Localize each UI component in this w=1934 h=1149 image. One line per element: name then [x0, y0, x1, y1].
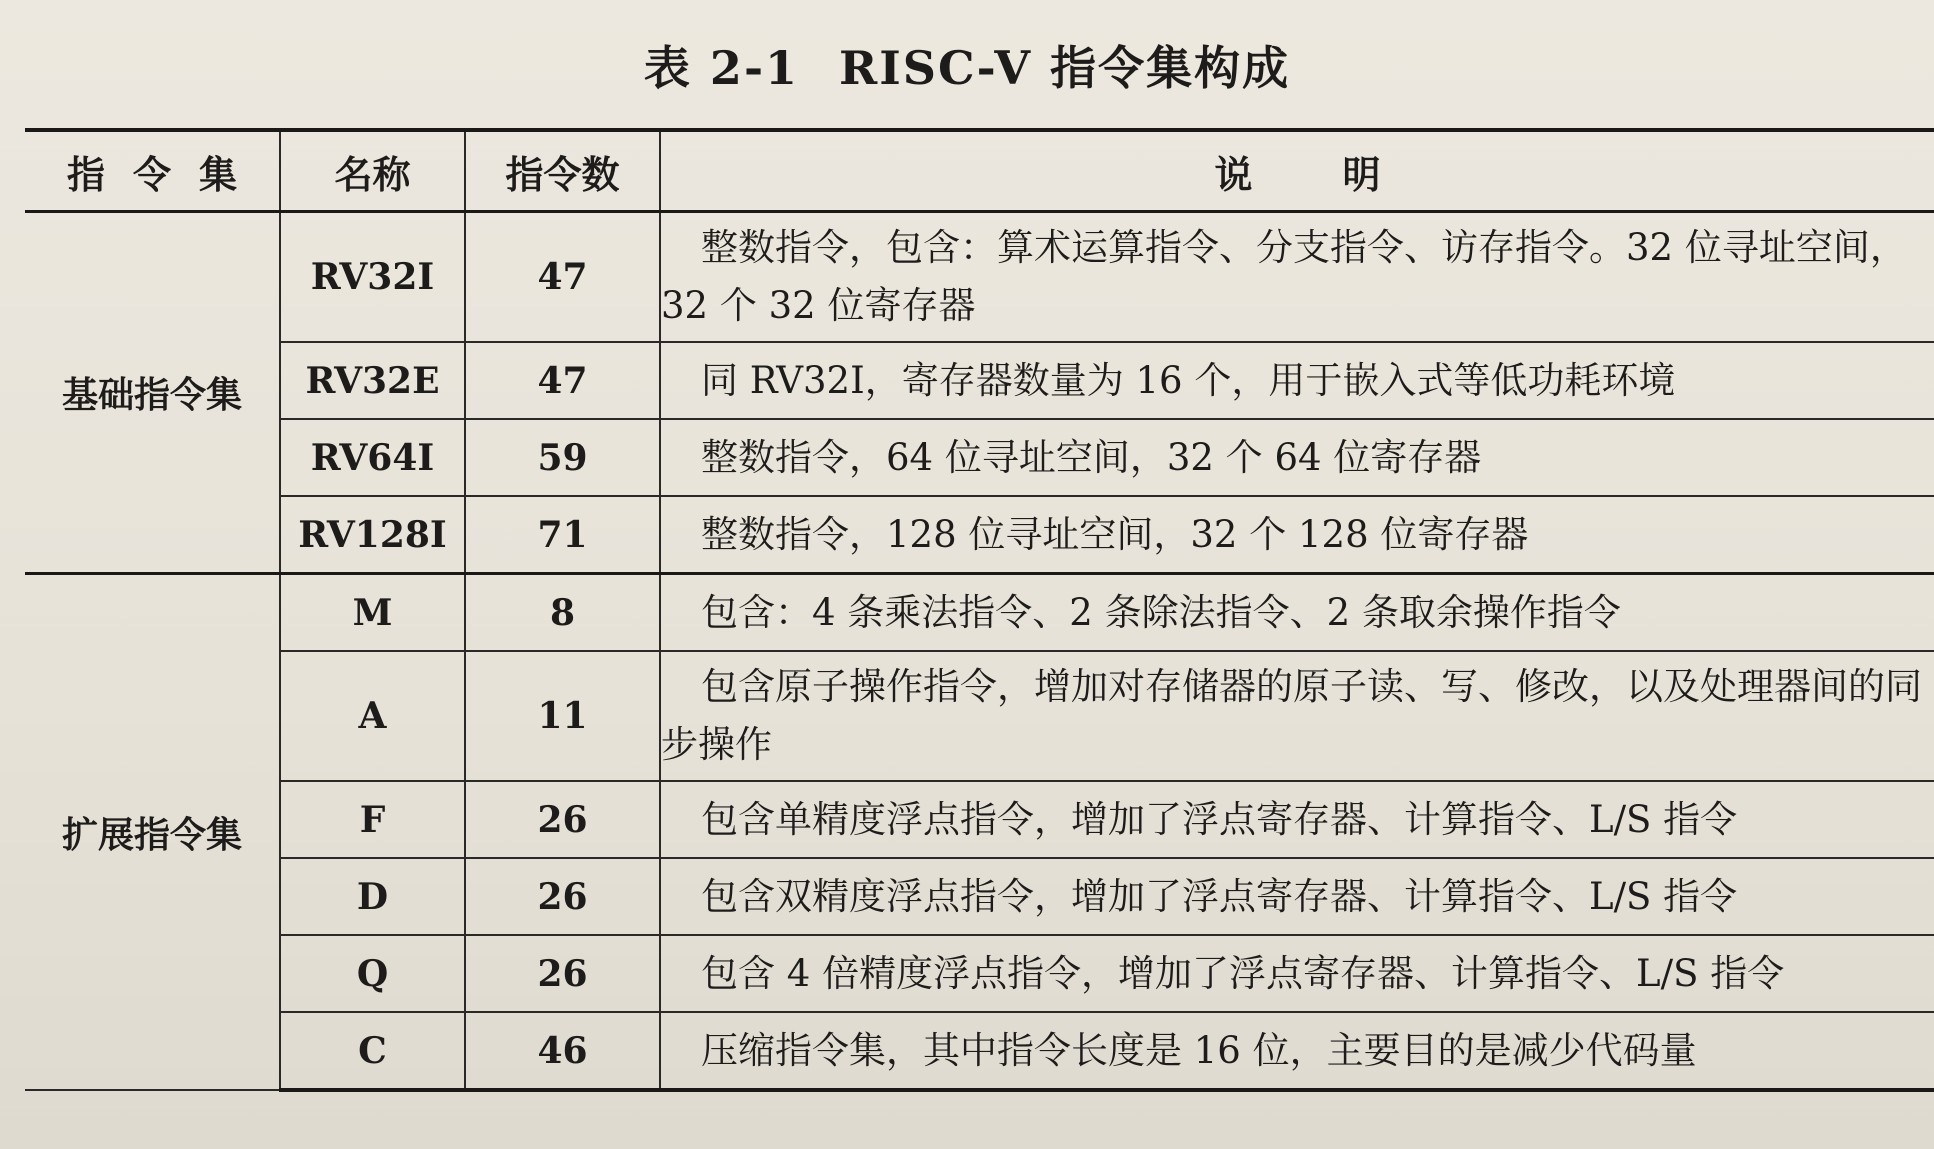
table-number: 表 2-1 — [643, 41, 800, 95]
header-row — [25, 130, 1934, 212]
table-title: RISC-V 指令集构成 — [839, 41, 1291, 95]
row-description: 整数指令，64 位寻址空间，32 个 64 位寄存器 — [660, 419, 1934, 496]
row-count: 59 — [465, 419, 660, 496]
group-label-extension: 扩展指令集 — [25, 574, 280, 1091]
table-row — [25, 651, 1934, 781]
table-row — [25, 574, 1934, 652]
row-count: 8 — [465, 574, 660, 652]
row-name: D — [280, 858, 465, 935]
row-description: 同 RV32I，寄存器数量为 16 个，用于嵌入式等低功耗环境 — [660, 342, 1934, 419]
header-instruction-set: 指令集 — [25, 130, 280, 212]
row-description: 包含单精度浮点指令，增加了浮点寄存器、计算指令、L/S 指令 — [660, 781, 1934, 858]
row-count: 71 — [465, 496, 660, 574]
table-row — [25, 419, 1934, 496]
table-row — [25, 212, 1934, 343]
instruction-set-table — [25, 128, 1934, 1092]
header-count: 指令数 — [465, 130, 660, 212]
table-row — [25, 496, 1934, 574]
row-name: A — [280, 651, 465, 781]
table-row — [25, 935, 1934, 1012]
row-name: RV32I — [280, 212, 465, 343]
table-row — [25, 1012, 1934, 1090]
row-count: 26 — [465, 935, 660, 1012]
group-label-base: 基础指令集 — [25, 212, 280, 574]
row-name: RV64I — [280, 419, 465, 496]
row-description: 整数指令，128 位寻址空间，32 个 128 位寄存器 — [660, 496, 1934, 574]
row-description: 包含双精度浮点指令，增加了浮点寄存器、计算指令、L/S 指令 — [660, 858, 1934, 935]
row-name: Q — [280, 935, 465, 1012]
row-name: RV32E — [280, 342, 465, 419]
table-row — [25, 781, 1934, 858]
row-description: 包含 4 倍精度浮点指令，增加了浮点寄存器、计算指令、L/S 指令 — [660, 935, 1934, 1012]
row-count: 46 — [465, 1012, 660, 1090]
row-name: C — [280, 1012, 465, 1090]
row-count: 26 — [465, 781, 660, 858]
table-row — [25, 342, 1934, 419]
row-count: 47 — [465, 212, 660, 343]
row-description: 包含原子操作指令，增加对存储器的原子读、写、修改，以及处理器间的同步操作 — [660, 651, 1934, 781]
table-caption — [0, 32, 1934, 98]
row-name: M — [280, 574, 465, 652]
row-description: 包含：4 条乘法指令、2 条除法指令、2 条取余操作指令 — [660, 574, 1934, 652]
row-description: 整数指令，包含：算术运算指令、分支指令、访存指令。32 位寻址空间，32 个 32 位寄存器 — [660, 212, 1934, 343]
table-row — [25, 858, 1934, 935]
row-count: 47 — [465, 342, 660, 419]
row-count: 11 — [465, 651, 660, 781]
row-name: F — [280, 781, 465, 858]
row-count: 26 — [465, 858, 660, 935]
row-name: RV128I — [280, 496, 465, 574]
header-name: 名称 — [280, 130, 465, 212]
row-description: 压缩指令集，其中指令长度是 16 位，主要目的是减少代码量 — [660, 1012, 1934, 1090]
header-description: 说明 — [660, 130, 1934, 212]
